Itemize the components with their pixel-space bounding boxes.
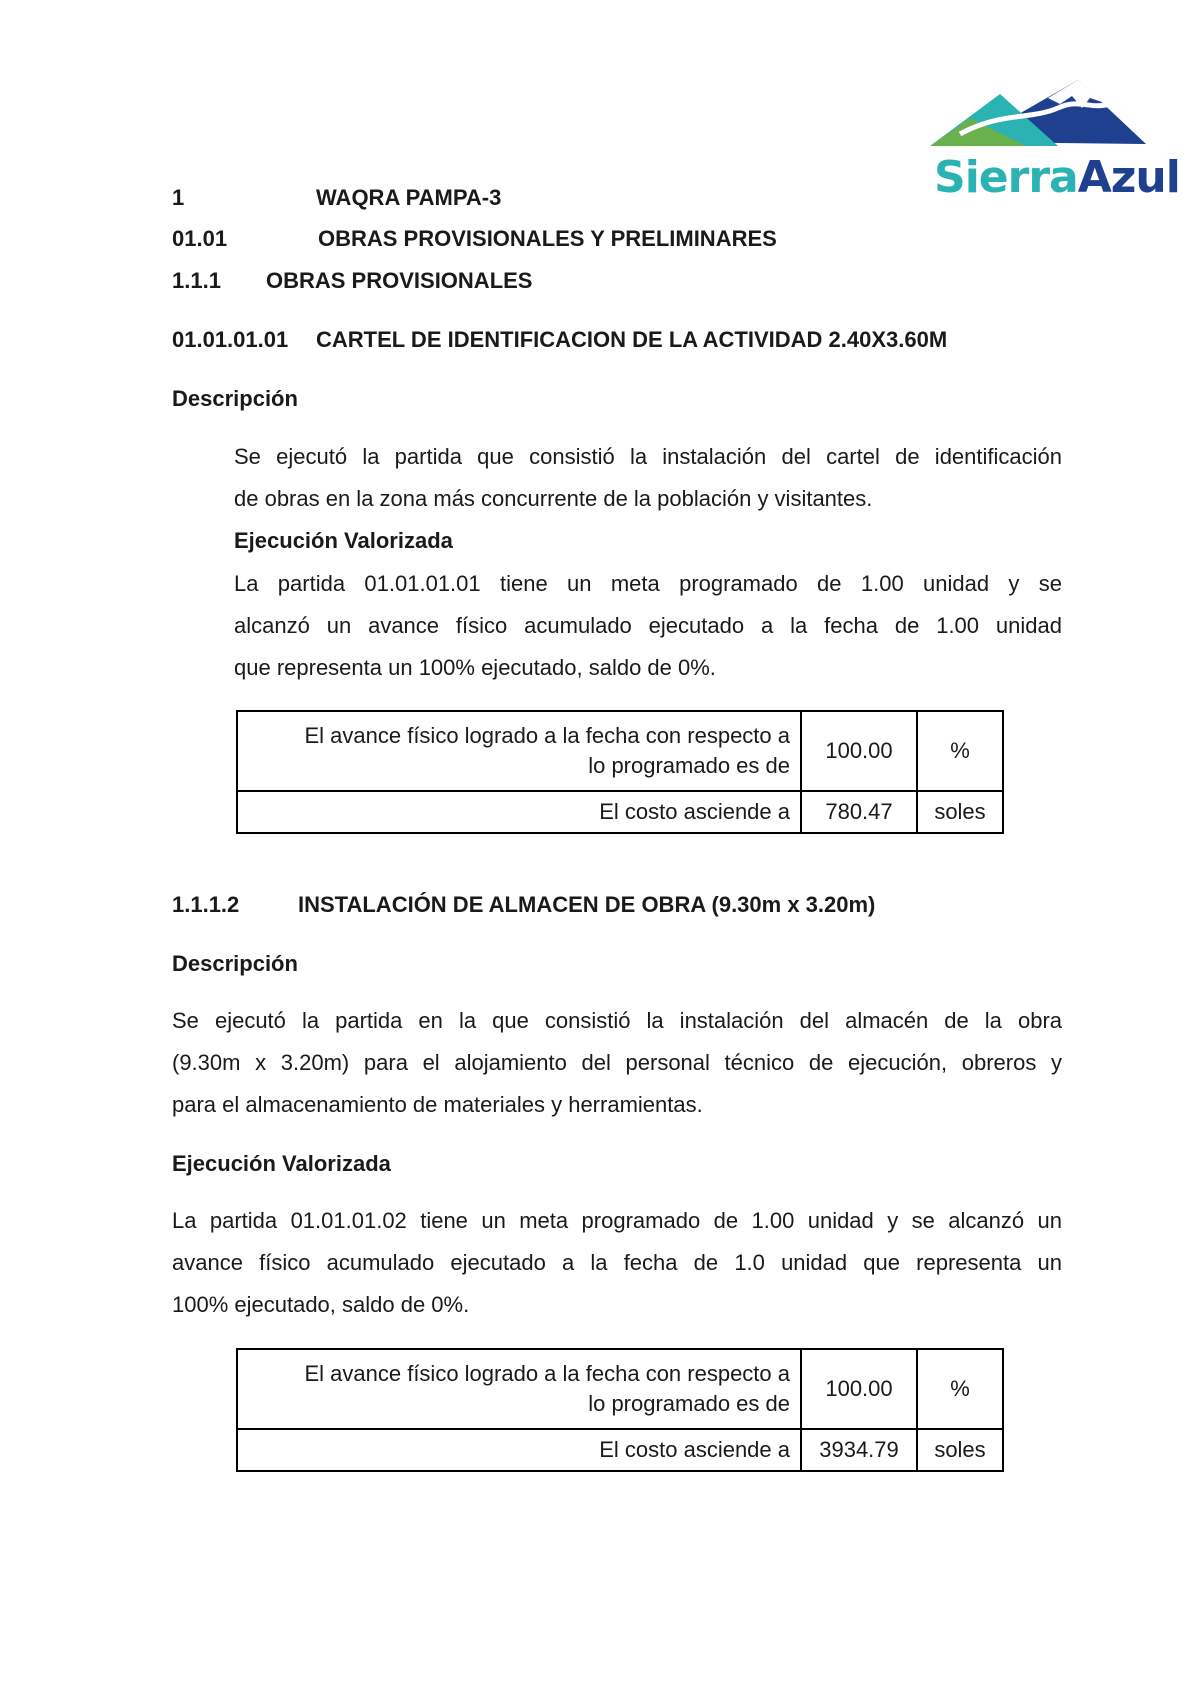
section1-execution-paragraph — [234, 563, 1062, 689]
progress-label-line: lo programado es de — [588, 753, 790, 778]
progress-label-cell — [237, 1349, 801, 1429]
progress-unit-cell: % — [917, 1349, 1003, 1429]
logo-word-sierra: Sierra — [934, 152, 1078, 203]
logo-word-azul: Azul — [1077, 152, 1180, 203]
progress-label-cell — [237, 711, 801, 791]
section1-title: CARTEL DE IDENTIFICACION DE LA ACTIVIDAD 2.40X3.60M — [316, 327, 948, 352]
heading-level1-number: 1 — [172, 185, 185, 210]
paragraph-line: de obras en la zona más concurrente de la población y visitantes. — [234, 486, 873, 511]
progress-value-cell: 100.00 — [801, 1349, 917, 1429]
section2-title: INSTALACIÓN DE ALMACEN DE OBRA (9.30m x 3.20m) — [298, 892, 876, 917]
heading-level3-number: 1.1.1 — [172, 268, 221, 293]
heading-level2 — [172, 225, 777, 253]
section1-description-heading: Descripción — [172, 386, 298, 411]
heading-level2-title: OBRAS PROVISIONALES Y PRELIMINARES — [318, 226, 777, 251]
heading-level3 — [172, 267, 532, 295]
section1-execution-heading: Ejecución Valorizada — [234, 528, 453, 553]
paragraph-line: Se ejecutó la partida en la que consistió la instalación del almacén de la obra — [172, 1008, 1062, 1033]
section2-heading — [172, 891, 875, 919]
paragraph-line: La partida 01.01.01.01 tiene un meta programado de 1.00 unidad y se — [234, 571, 1062, 596]
heading-level1 — [172, 184, 501, 212]
table-row — [237, 711, 1003, 791]
progress-unit-cell: % — [917, 711, 1003, 791]
cost-label-cell: El costo asciende a — [237, 791, 801, 833]
paragraph-line: 100% ejecutado, saldo de 0%. — [172, 1292, 470, 1317]
cost-unit-cell: soles — [917, 791, 1003, 833]
section1-heading — [172, 326, 947, 354]
section2-progress-table — [236, 1348, 1004, 1472]
cost-value-cell: 3934.79 — [801, 1429, 917, 1471]
paragraph-line: (9.30m x 3.20m) para el alojamiento del personal técnico de ejecución, obreros y — [172, 1050, 1062, 1075]
paragraph-line: para el almacenamiento de materiales y herramientas. — [172, 1092, 703, 1117]
progress-label-line: lo programado es de — [588, 1391, 790, 1416]
cost-label-cell: El costo asciende a — [237, 1429, 801, 1471]
section2-description-paragraph — [172, 1000, 1062, 1126]
section2-execution-heading: Ejecución Valorizada — [172, 1151, 391, 1176]
logo-wordmark — [934, 152, 1180, 203]
cost-value-cell: 780.47 — [801, 791, 917, 833]
section1-progress-table — [236, 710, 1004, 834]
progress-label-line: El avance físico logrado a la fecha con respecto a — [304, 1361, 790, 1386]
heading-level3-title: OBRAS PROVISIONALES — [266, 268, 533, 293]
section1-description-paragraph — [234, 436, 1062, 520]
section1-number: 01.01.01.01 — [172, 327, 289, 352]
paragraph-line: Se ejecutó la partida que consistió la instalación del cartel de identificación — [234, 444, 1062, 469]
section2-description-heading: Descripción — [172, 951, 298, 976]
table-row — [237, 1349, 1003, 1429]
table-row — [237, 1429, 1003, 1471]
heading-level1-title: WAQRA PAMPA-3 — [316, 185, 502, 210]
progress-label-line: El avance físico logrado a la fecha con respecto a — [304, 723, 790, 748]
section2-number: 1.1.1.2 — [172, 892, 240, 917]
paragraph-line: alcanzó un avance físico acumulado ejecutado a la fecha de 1.00 unidad — [234, 613, 1062, 638]
section2-execution-paragraph — [172, 1200, 1062, 1326]
heading-level2-number: 01.01 — [172, 226, 228, 251]
progress-value-cell: 100.00 — [801, 711, 917, 791]
table-row — [237, 791, 1003, 833]
cost-unit-cell: soles — [917, 1429, 1003, 1471]
paragraph-line: que representa un 100% ejecutado, saldo de 0%. — [234, 655, 716, 680]
paragraph-line: La partida 01.01.01.02 tiene un meta programado de 1.00 unidad y se alcanzó un — [172, 1208, 1062, 1233]
paragraph-line: avance físico acumulado ejecutado a la fecha de 1.0 unidad que representa un — [172, 1250, 1062, 1275]
